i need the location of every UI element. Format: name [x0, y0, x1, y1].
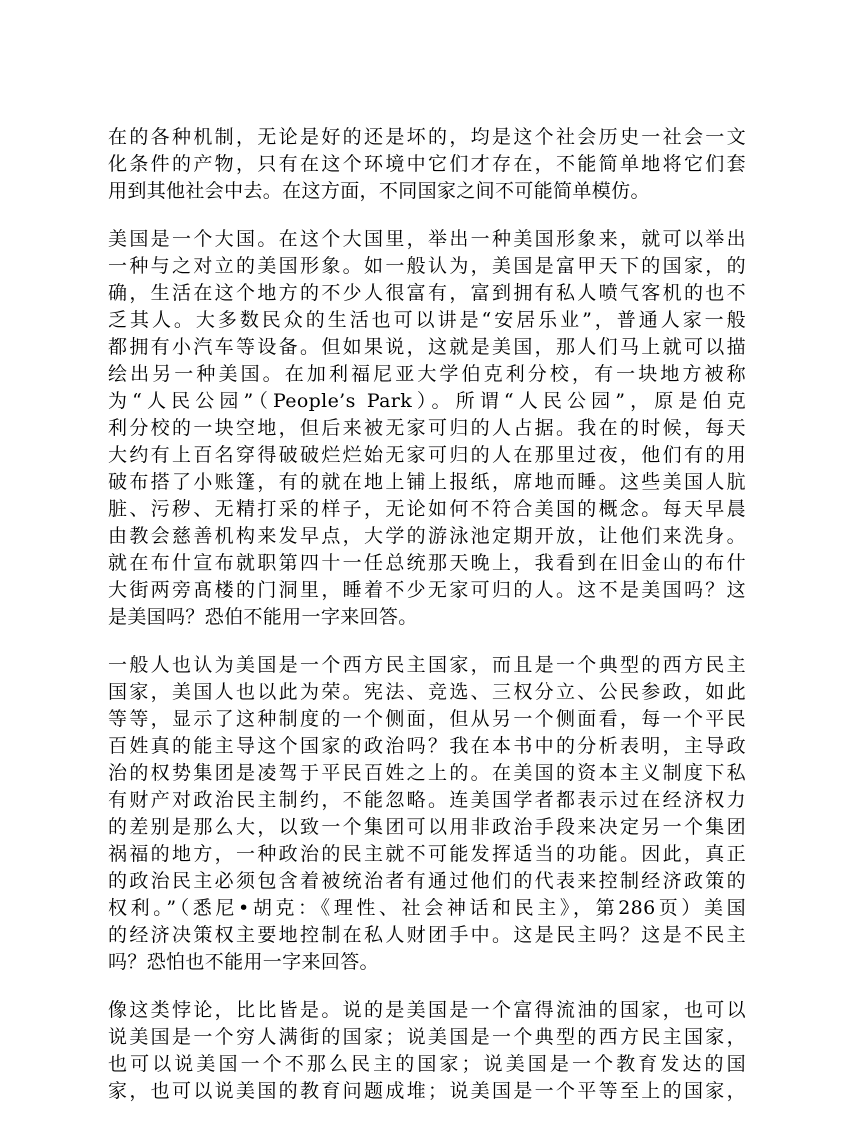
- text-line: 说美国是一个穷人满街的国家；说美国是一个典型的西方民主国家，: [108, 1026, 746, 1048]
- text-line: 一般人也认为美国是一个西方民主国家，而且是一个典型的西方民主: [108, 654, 746, 676]
- document-page: [108, 124, 746, 1126]
- text-line: 一种与之对立的美国形象。如一般认为，美国是富甲天下的国家，的: [108, 255, 746, 277]
- text-line: 由教会慈善机构来发早点，大学的游泳池定期开放，让他们来洗身。: [108, 525, 746, 547]
- text-line: 也可以说美国一个不那么民主的国家；说美国是一个教育发达的国: [108, 1053, 746, 1075]
- text-line: 权利。”（悉尼•胡克：《理性、社会神话和民主》，第286页）美国: [108, 897, 746, 919]
- paragraph-2: [108, 226, 746, 631]
- text-line: 都拥有小汽车等设备。但如果说，这就是美国，那人们马上就可以描: [108, 336, 746, 358]
- text-line: 国家，美国人也以此为荣。宪法、竞选、三权分立、公民参政，如此: [108, 681, 746, 703]
- paragraph-3: [108, 652, 746, 976]
- text-line: 化条件的产物，只有在这个环境中它们才存在，不能简单地将它们套: [108, 153, 746, 175]
- text-line: 美国是一个大国。在这个大国里，举出一种美国形象来，就可以举出: [108, 228, 746, 250]
- text-line: 脏、污秽、无精打采的样子，无论如何不符合美国的概念。每天早晨: [108, 498, 746, 520]
- text-line: 在的各种机制，无论是好的还是坏的，均是这个社会历史一社会一文: [108, 126, 746, 148]
- text-line: 大约有上百名穿得破破烂烂始无家可归的人在那里过夜，他们有的用: [108, 444, 746, 466]
- text-line: 大街两旁髙楼的门洞里，睡着不少无家可归的人。这不是美国吗？这: [108, 579, 746, 601]
- text-line: 治的权势集团是凌驾于平民百姓之上的。在美国的资本主义制度下私: [108, 762, 746, 784]
- text-line: 家，也可以说美国的教育问题成堆；说美国是一个平等至上的国家，: [108, 1080, 746, 1102]
- text-line: 破布搭了小账篷，有的就在地上铺上报纸，席地而睡。这些美国人肮: [108, 471, 746, 493]
- text-line: 像这类悖论，比比皆是。说的是美国是一个富得流油的国家，也可以: [108, 999, 746, 1021]
- text-line: 的政治民主必须包含着被统治者有通过他们的代表来控制经济政策的: [108, 870, 746, 892]
- paragraph-4: [108, 997, 746, 1105]
- text-line: 为“人民公园”（People’s Park）。所谓“人民公园”，原是伯克: [108, 390, 746, 412]
- text-line: 用到其他社会中去。在这方面，不同国家之间不可能简单模仿。: [108, 180, 650, 202]
- text-line: 是美国吗？恐伯不能用一字来回答。: [108, 606, 418, 628]
- text-line: 祸福的地方，一种政治的民主就不可能发挥适当的功能。因此，真正: [108, 843, 746, 865]
- text-line: 乏其人。大多数民众的生活也可以讲是“安居乐业”，普通人家一般: [108, 309, 746, 331]
- text-line: 等等，显示了这种制度的一个侧面，但从另一个侧面看，每一个平民: [108, 708, 746, 730]
- text-line: 的经济决策权主要地控制在私人财团手中。这是民主吗？这是不民主: [108, 924, 746, 946]
- text-line: 吗？恐怕也不能用一字来回答。: [108, 951, 379, 973]
- paragraph-1: [108, 124, 746, 205]
- text-line: 利分校的一块空地，但后来被无家可归的人占据。我在的时候，每天: [108, 417, 746, 439]
- text-line: 就在布什宣布就职第四十一任总统那天晚上，我看到在旧金山的布什: [108, 552, 746, 574]
- text-line: 的差别是那么大，以致一个集团可以用非政治手段来决定另一个集团: [108, 816, 746, 838]
- text-line: 确，生活在这个地方的不少人很富有，富到拥有私人喷气客机的也不: [108, 282, 746, 304]
- text-line: 百姓真的能主导这个国家的政治吗？我在本书中的分析表明，主导政: [108, 735, 746, 757]
- text-line: 有财产对政治民主制约，不能忽略。连美国学者都表示过在经济权力: [108, 789, 746, 811]
- text-line: 绘出另一种美国。在加利福尼亚大学伯克利分校，有一块地方被称: [108, 363, 746, 385]
